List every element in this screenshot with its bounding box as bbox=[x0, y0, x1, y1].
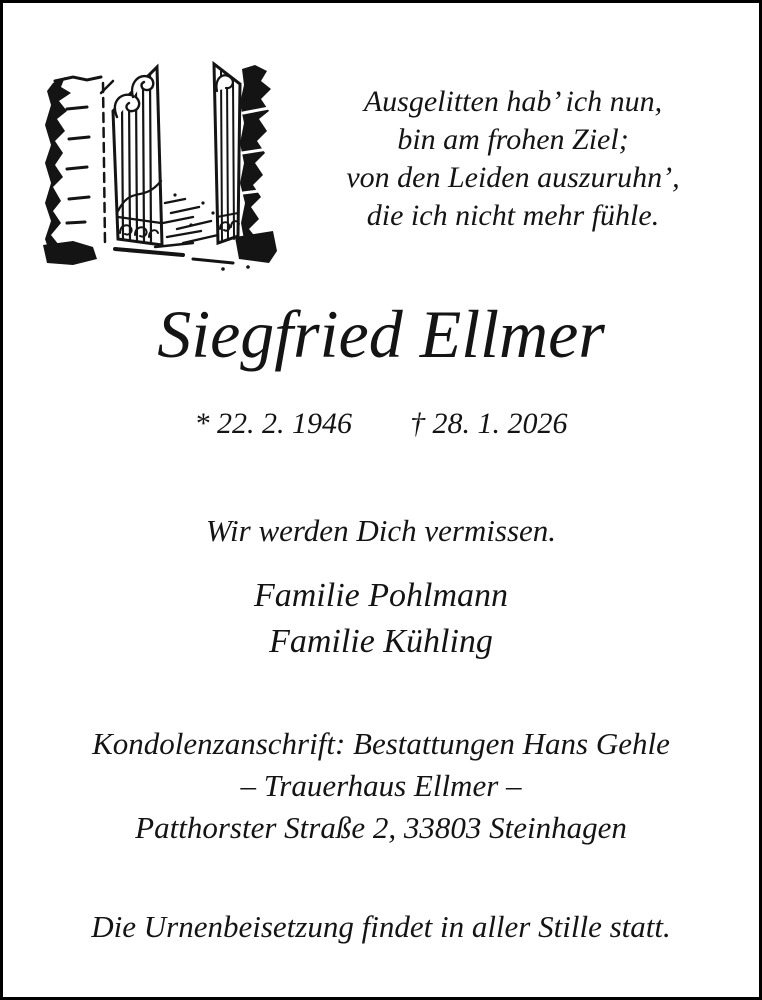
condolence-line: Kondolenzanschrift: Bestattungen Hans Gehle bbox=[92, 726, 670, 761]
birth-date: * 22. 2. 1946 bbox=[194, 407, 352, 440]
poem-line: von den Leiden auszuruhn’, bbox=[346, 161, 680, 194]
deceased-name: Siegfried Ellmer bbox=[157, 296, 605, 372]
mourner-family: Familie Pohlmann bbox=[253, 577, 509, 614]
farewell-text: Wir werden Dich vermissen. bbox=[205, 513, 557, 548]
condolence-line: – Trauerhaus Ellmer – bbox=[240, 768, 522, 803]
condolence-address bbox=[3, 723, 759, 849]
poem-line: Ausgelitten hab’ ich nun, bbox=[363, 85, 663, 118]
mourners bbox=[3, 573, 759, 665]
poem bbox=[291, 83, 735, 235]
mourner-family: Familie Kühling bbox=[269, 623, 493, 660]
burial-notice: Die Urnenbeisetzung findet in aller Stille statt. bbox=[91, 909, 671, 944]
poem-line: die ich nicht mehr fühle. bbox=[366, 199, 660, 232]
condolence-line: Patthorster Straße 2, 33803 Steinhagen bbox=[135, 810, 627, 845]
death-date: † 28. 1. 2026 bbox=[410, 407, 568, 440]
life-dates bbox=[3, 407, 759, 441]
open-gate-icon bbox=[43, 53, 278, 283]
poem-line: bin am frohen Ziel; bbox=[397, 123, 629, 156]
